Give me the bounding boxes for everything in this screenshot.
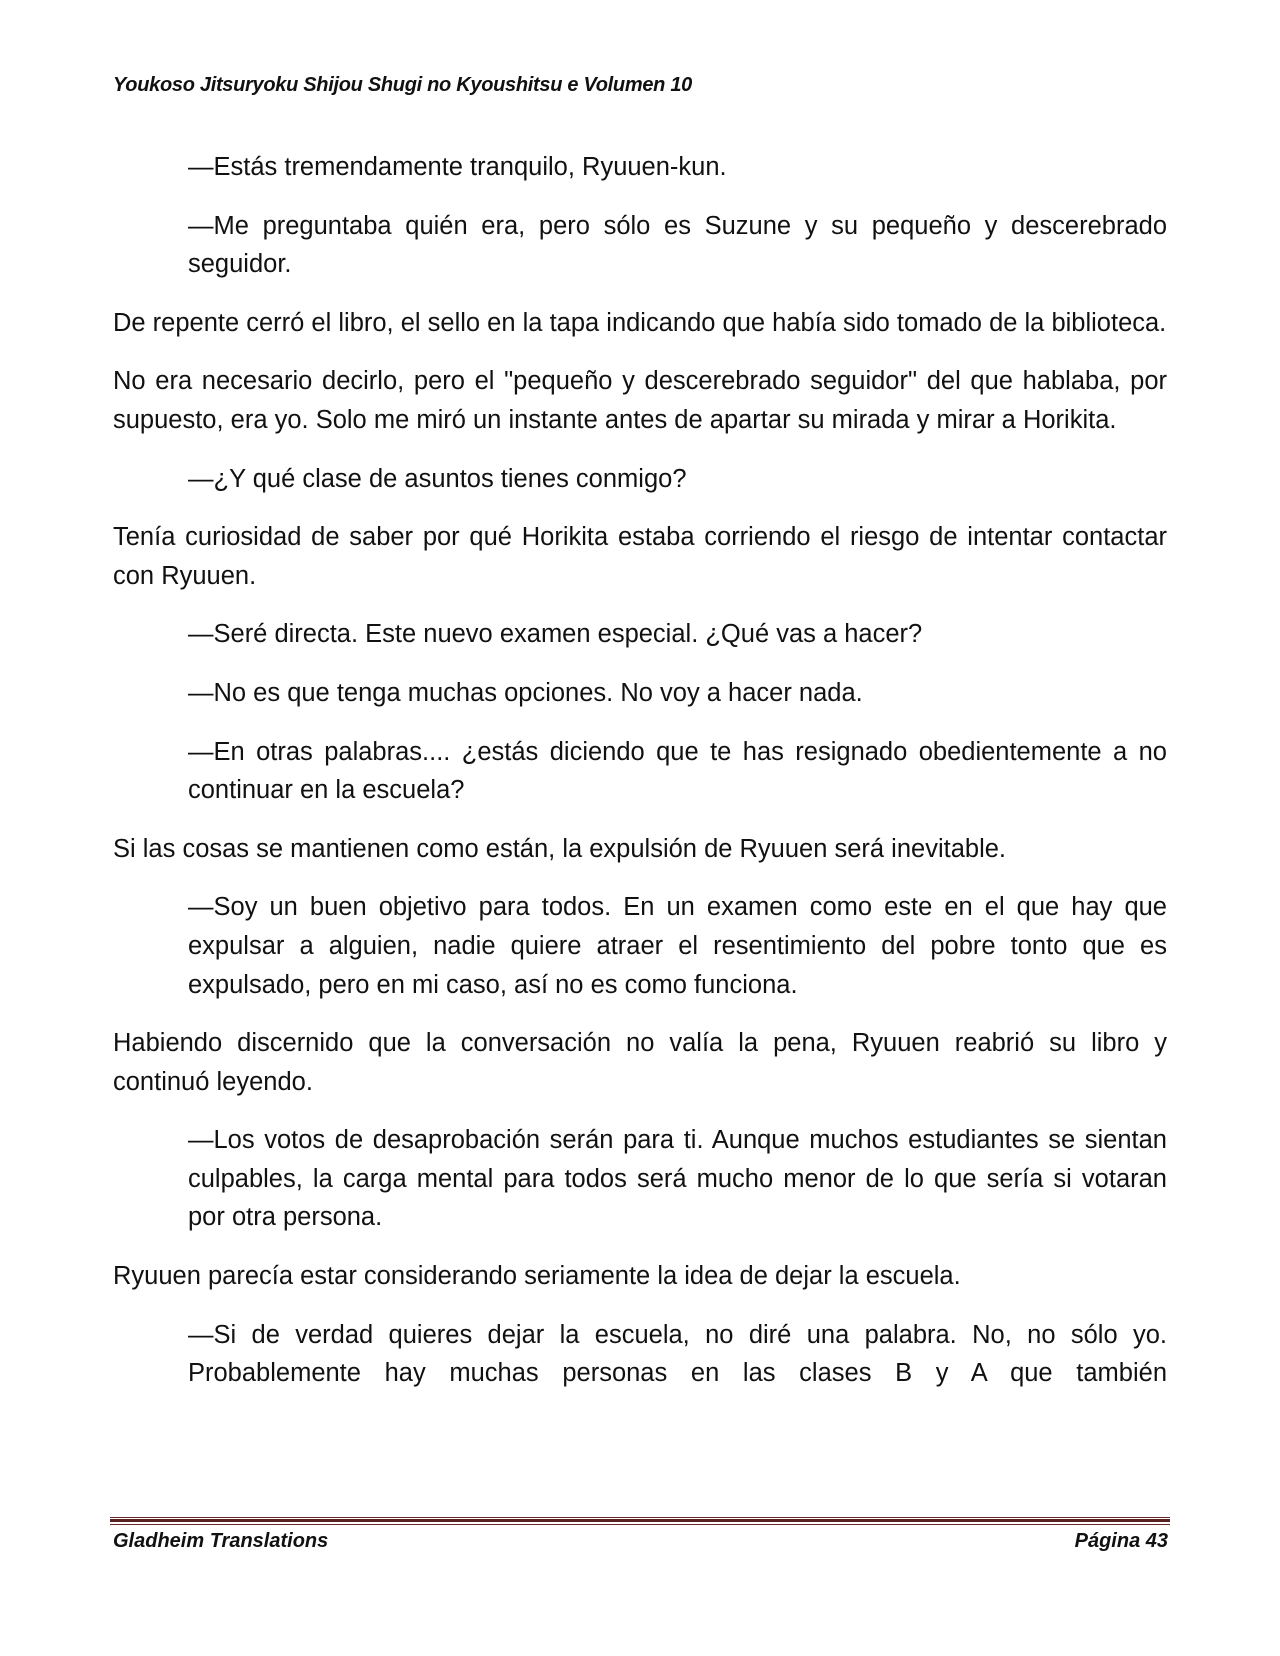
running-header: Youkoso Jitsuryoku Shijou Shugi no Kyoushitsu e Volumen 10	[113, 74, 692, 96]
narration-paragraph: Si las cosas se mantienen como están, la expulsión de Ryuuen será inevitable.	[113, 834, 1007, 863]
dialogue-paragraph: —Estás tremendamente tranquilo, Ryuuen-kun.	[188, 153, 727, 181]
dialogue-paragraph: —En otras palabras.... ¿estás diciendo que te has resignado obedientemente a no continuar en la escuela?	[188, 737, 1167, 805]
narration-paragraph: Tenía curiosidad de saber por qué Horikita estaba corriendo el riesgo de intentar contactar con Ryuuen.	[113, 523, 1167, 590]
dialogue-paragraph: —Me preguntaba quién era, pero sólo es Suzune y su pequeño y descerebrado seguidor.	[188, 211, 1167, 279]
dialogue-paragraph: —Los votos de desaprobación serán para ti. Aunque muchos estudiantes se sientan culpables, la carga mental para todos será mucho menor de lo que sería si votaran por otra persona.	[188, 1126, 1167, 1232]
footer-translator: Gladheim Translations	[113, 1530, 329, 1552]
page-body	[113, 148, 1167, 1413]
narration-paragraph: Habiendo discernido que la conversación no valía la pena, Ryuuen reabrió su libro y continuó leyendo.	[113, 1029, 1167, 1096]
narration-paragraph: De repente cerró el libro, el sello en la tapa indicando que había sido tomado de la biblioteca.	[113, 308, 1167, 337]
narration-paragraph: Ryuuen parecía estar considerando seriamente la idea de dejar la escuela.	[113, 1262, 961, 1291]
footer-page-number: Página 43	[1074, 1530, 1168, 1552]
dialogue-paragraph: —Seré directa. Este nuevo examen especial. ¿Qué vas a hacer?	[188, 620, 923, 649]
dialogue-paragraph: —No es que tenga muchas opciones. No voy a hacer nada.	[188, 678, 863, 707]
dialogue-paragraph: —Soy un buen objetivo para todos. En un examen como este en el que hay que expulsar a alguien, nadie quiere atraer el resentimiento del pobre tonto que es expulsado, pero en mi caso, así no es como funciona.	[188, 893, 1167, 999]
narration-paragraph: No era necesario decirlo, pero el "pequeño y descerebrado seguidor" del que hablaba, por supuesto, era yo. Solo me miró un instante antes de apartar su mirada y mirar a Horikita.	[113, 367, 1167, 434]
dialogue-paragraph: —Si de verdad quieres dejar la escuela, no diré una palabra. No, no sólo yo. Probablemente hay muchas personas en las clases B y A que también	[188, 1320, 1167, 1388]
dialogue-paragraph: —¿Y qué clase de asuntos tienes conmigo?	[188, 464, 687, 493]
footer-rule	[110, 1517, 1170, 1525]
